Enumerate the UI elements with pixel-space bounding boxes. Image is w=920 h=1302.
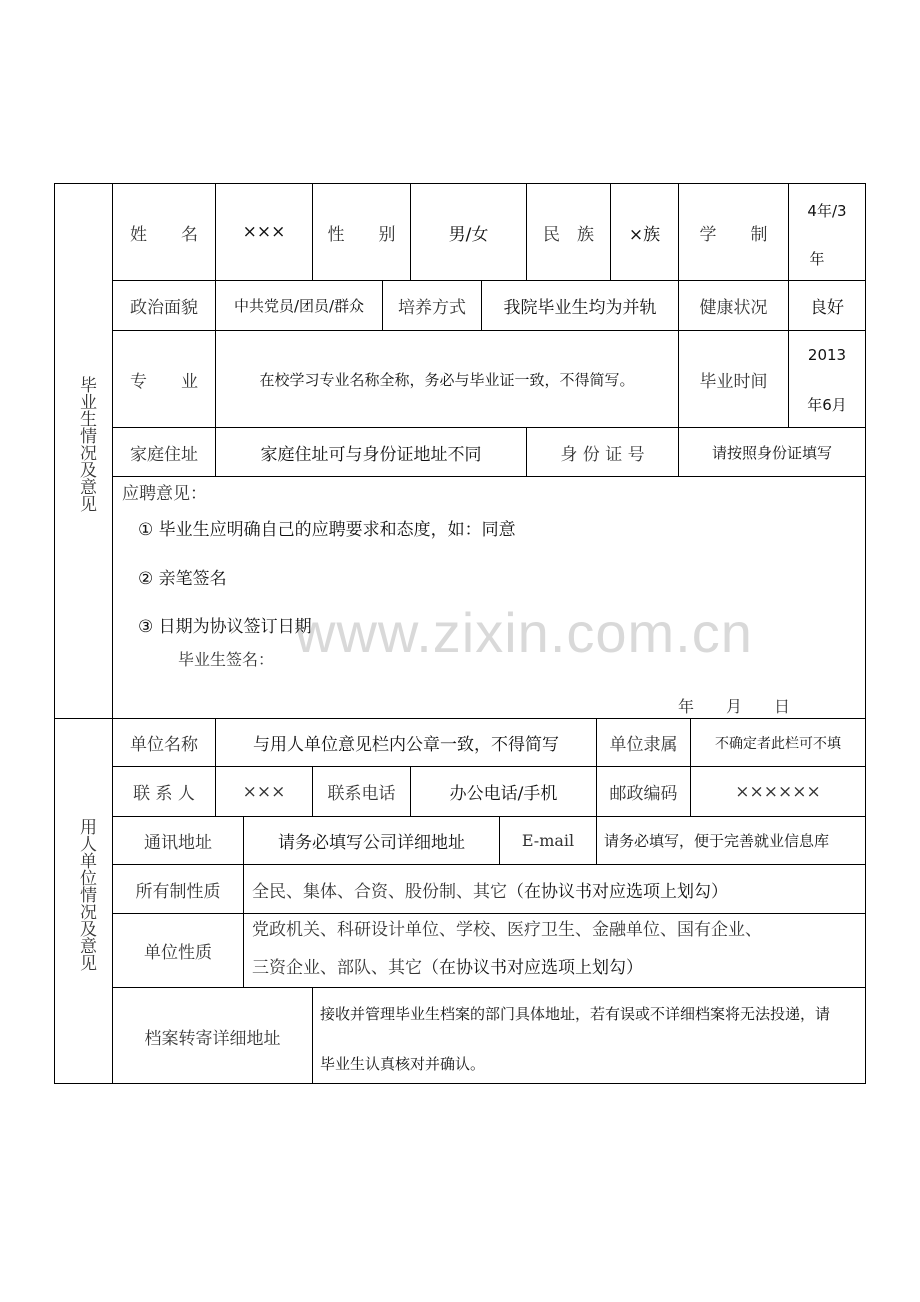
political-label: 政治面貌 <box>130 298 198 318</box>
ownership-type-instruction: （在协议书对应选项上划勾） <box>507 881 728 902</box>
mailing-address-label: 通讯地址 <box>144 833 212 853</box>
major-label: 专 业 <box>130 371 198 392</box>
contact-person-label: 联 系 人 <box>133 784 195 804</box>
application-opinion-label: 应聘意见： <box>122 483 207 504</box>
major-field[interactable]: 在校学习专业名称全称，务必与毕业证一致，不得简写。 <box>259 370 635 389</box>
archive-address-field-line2[interactable]: 毕业生认真核对并确认。 <box>320 1054 486 1073</box>
unit-nature-options-tail: 三资企业、部队、其它 <box>252 957 422 978</box>
email-label: E-mail <box>521 831 575 850</box>
health-field[interactable]: 良好 <box>810 298 844 318</box>
unit-nature-label: 单位性质 <box>144 943 212 963</box>
contact-person-field[interactable]: ××× <box>242 781 286 802</box>
unit-name-field[interactable]: 与用人单位意见栏内公章一致，不得简写 <box>253 735 559 755</box>
home-address-label: 家庭住址 <box>130 444 198 465</box>
mailing-address-field[interactable]: 请务必填写公司详细地址 <box>278 833 465 853</box>
email-field[interactable]: 请务必填写，便于完善就业信息库 <box>604 832 830 850</box>
opinion-item-2: ② 亲笔签名 <box>138 568 227 589</box>
schooling-field-line2[interactable]: 年 <box>809 249 825 268</box>
unit-nature-instruction: （在协议书对应选项上划勾） <box>422 957 643 978</box>
ownership-type-field[interactable] <box>252 865 862 913</box>
unit-name-label: 单位名称 <box>130 735 198 755</box>
name-label: 姓 名 <box>130 224 198 245</box>
training-label: 培养方式 <box>398 298 466 318</box>
unit-affiliation-label: 单位隶属 <box>609 735 678 755</box>
graduate-signature-date: 年 月 日 <box>678 696 791 716</box>
graduate-signature-label: 毕业生签名： <box>178 649 275 669</box>
unit-nature-options-line1[interactable]: 党政机关、科研设计单位、学校、医疗卫生、金融单位、国有企业、 <box>252 919 762 940</box>
opinion-item-1: ① 毕业生应明确自己的应聘要求和态度，如：同意 <box>138 519 516 540</box>
archive-address-label: 档案转寄详细地址 <box>144 1028 281 1049</box>
political-field[interactable]: 中共党员/团员/群众 <box>233 297 365 315</box>
gender-field[interactable]: 男/女 <box>448 224 489 245</box>
contact-phone-label: 联系电话 <box>327 784 396 804</box>
employer-section-side-label: 用人单位情况及意见 <box>76 818 96 971</box>
postcode-field[interactable]: ×××××× <box>735 781 821 802</box>
opinion-item-3: ③ 日期为协议签订日期 <box>138 616 312 637</box>
home-address-field[interactable]: 家庭住址可与身份证地址不同 <box>260 444 482 465</box>
ethnicity-field[interactable]: ×族 <box>628 224 661 245</box>
contact-phone-field[interactable]: 办公电话/手机 <box>449 784 558 804</box>
archive-address-field-line1[interactable]: 接收并管理毕业生档案的部门具体地址，若有误或不详细档案将无法投递，请 <box>320 1004 831 1023</box>
graduation-time-label: 毕业时间 <box>699 371 768 392</box>
training-field[interactable]: 我院毕业生均为并轨 <box>503 298 657 318</box>
unit-nature-options-line2[interactable] <box>252 950 862 980</box>
name-field[interactable]: ××× <box>242 222 286 242</box>
schooling-field-line1[interactable]: 4年/3 <box>807 201 847 220</box>
ownership-type-label: 所有制性质 <box>135 881 221 902</box>
schooling-label: 学 制 <box>699 224 768 245</box>
postcode-label: 邮政编码 <box>609 784 678 804</box>
graduate-section-side-label: 毕业生情况及意见 <box>76 376 96 512</box>
id-number-field[interactable]: 请按照身份证填写 <box>711 443 832 462</box>
watermark-text: www.zixin.com.cn <box>295 601 753 664</box>
ethnicity-label: 民 族 <box>543 224 594 245</box>
id-number-label: 身 份 证 号 <box>560 444 645 465</box>
graduation-time-field-line2[interactable]: 年6月 <box>807 395 847 414</box>
unit-affiliation-field[interactable]: 不确定者此栏可不填 <box>715 735 841 752</box>
ownership-type-options: 全民、集体、合资、股份制、其它 <box>252 881 507 902</box>
health-label: 健康状况 <box>699 298 768 318</box>
gender-label: 性 别 <box>327 224 396 245</box>
graduation-time-field-line1[interactable]: 2013 <box>807 346 847 364</box>
